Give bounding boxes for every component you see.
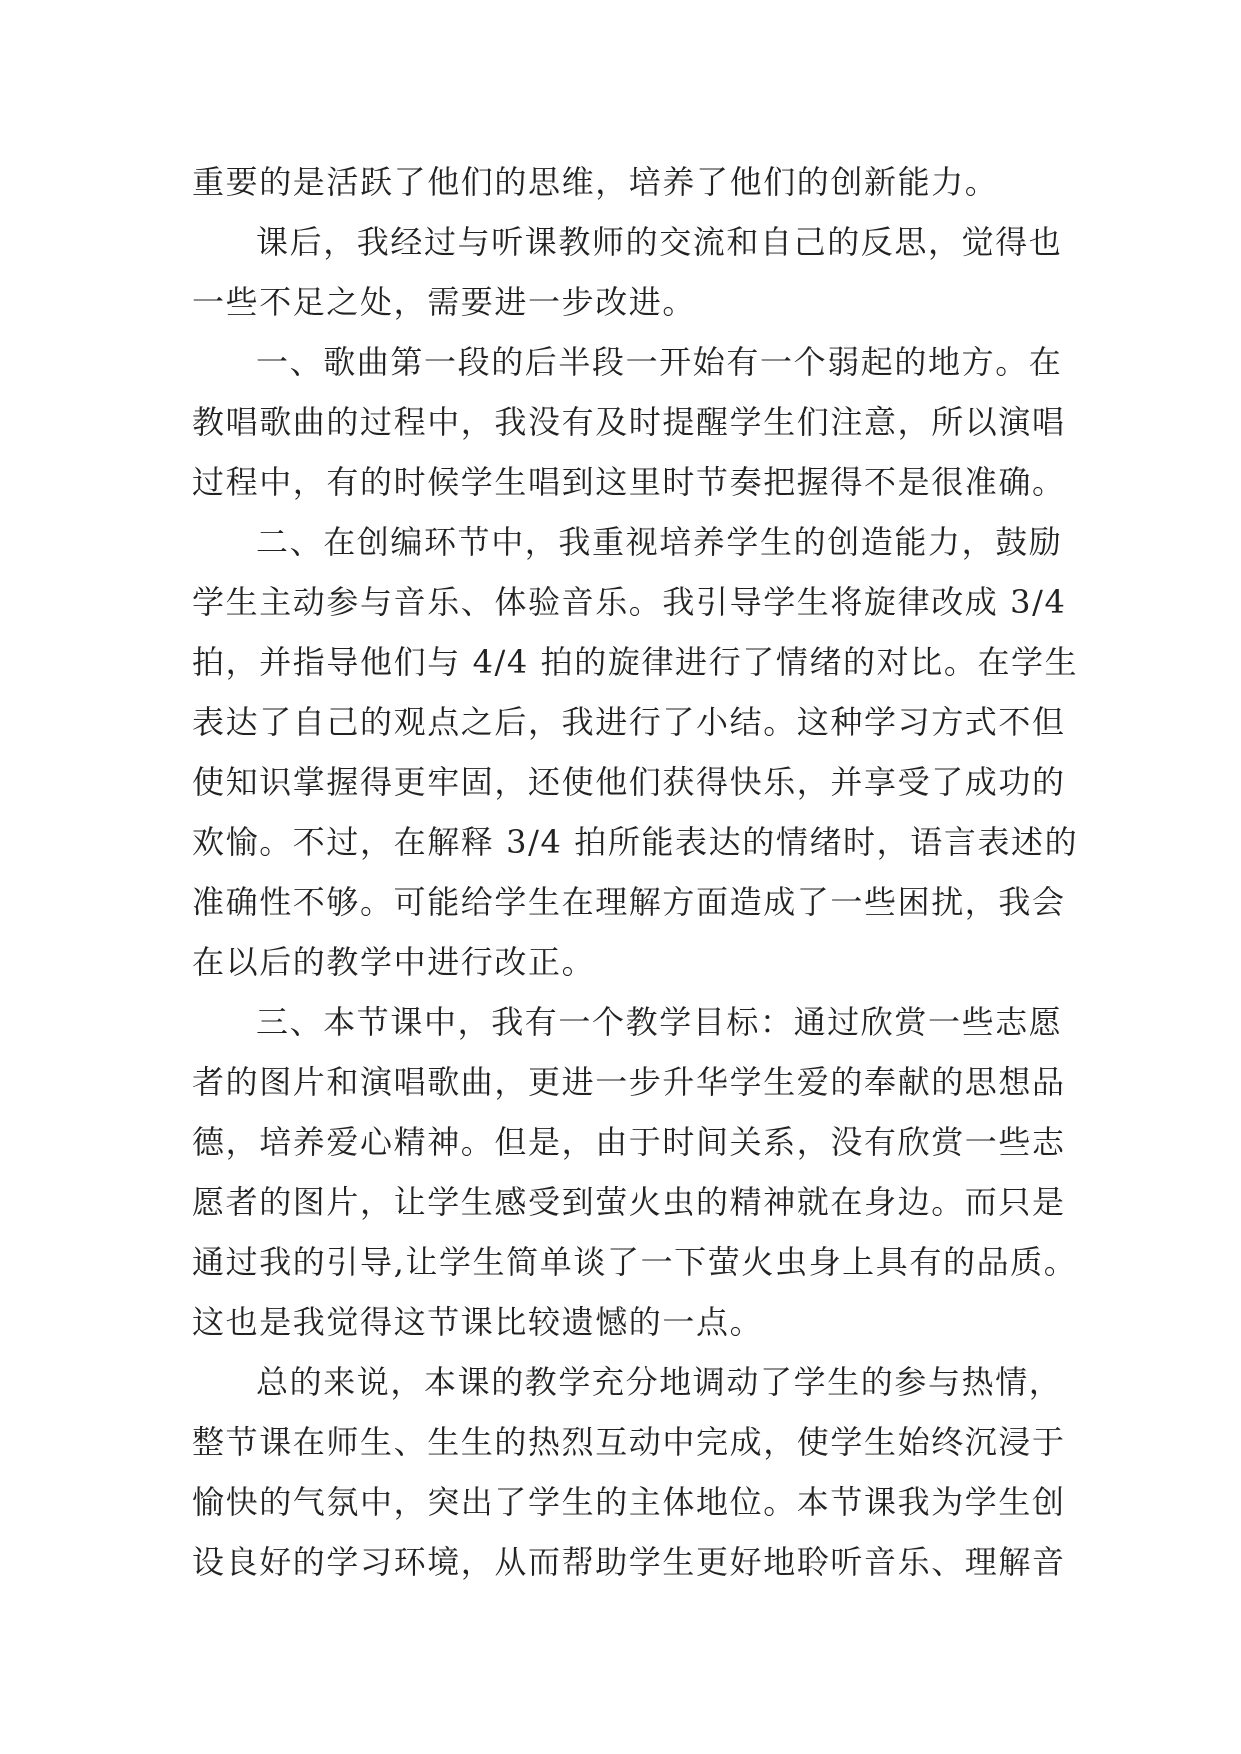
text-line: 整节课在师生、生生的热烈互动中完成，使学生始终沉浸于: [192, 1423, 1066, 1461]
text-line: 设良好的学习环境，从而帮助学生更好地聆听音乐、理解音: [192, 1543, 1066, 1581]
text-line: 课后，我经过与听课教师的交流和自己的反思，觉得也: [256, 223, 1063, 261]
text-line: 拍，并指导他们与 4/4 拍的旋律进行了情绪的对比。在学生: [192, 643, 1079, 681]
text-line: 德，培养爱心精神。但是，由于时间关系，没有欣赏一些志: [192, 1123, 1066, 1161]
text-line: 二、在创编环节中，我重视培养学生的创造能力，鼓励: [256, 523, 1063, 561]
text-line: 一、歌曲第一段的后半段一开始有一个弱起的地方。在: [256, 343, 1063, 381]
text-line: 过程中，有的时候学生唱到这里时节奏把握得不是很准确。: [192, 463, 1066, 501]
text-line: 总的来说，本课的教学充分地调动了学生的参与热情，: [256, 1363, 1063, 1401]
text-line: 愿者的图片，让学生感受到萤火虫的精神就在身边。而只是: [192, 1183, 1066, 1221]
text-line: 准确性不够。可能给学生在理解方面造成了一些困扰，我会: [192, 883, 1066, 921]
text-line: 这也是我觉得这节课比较遗憾的一点。: [192, 1303, 764, 1341]
text-line: 使知识掌握得更牢固，还使他们获得快乐，并享受了成功的: [192, 763, 1066, 801]
text-line: 重要的是活跃了他们的思维，培养了他们的创新能力。: [192, 163, 999, 201]
text-line: 在以后的教学中进行改正。: [192, 943, 596, 981]
body-text: [192, 152, 1079, 1592]
text-line: 表达了自己的观点之后，我进行了小结。这种学习方式不但: [192, 703, 1066, 741]
text-line: 学生主动参与音乐、体验音乐。我引导学生将旋律改成 3/4: [192, 583, 1067, 621]
text-line: 者的图片和演唱歌曲，更进一步升华学生爱的奉献的思想品: [192, 1063, 1066, 1101]
text-line: 欢愉。不过，在解释 3/4 拍所能表达的情绪时，语言表述的: [192, 823, 1079, 861]
text-line: 通过我的引导,让学生简单谈了一下萤火虫身上具有的品质。: [192, 1243, 1078, 1281]
text-line: 一些不足之处，需要进一步改进。: [192, 283, 697, 321]
text-line: 愉快的气氛中，突出了学生的主体地位。本节课我为学生创: [192, 1483, 1066, 1521]
text-line: 三、本节课中，我有一个教学目标：通过欣赏一些志愿: [256, 1003, 1063, 1041]
text-line: 教唱歌曲的过程中，我没有及时提醒学生们注意，所以演唱: [192, 403, 1066, 441]
